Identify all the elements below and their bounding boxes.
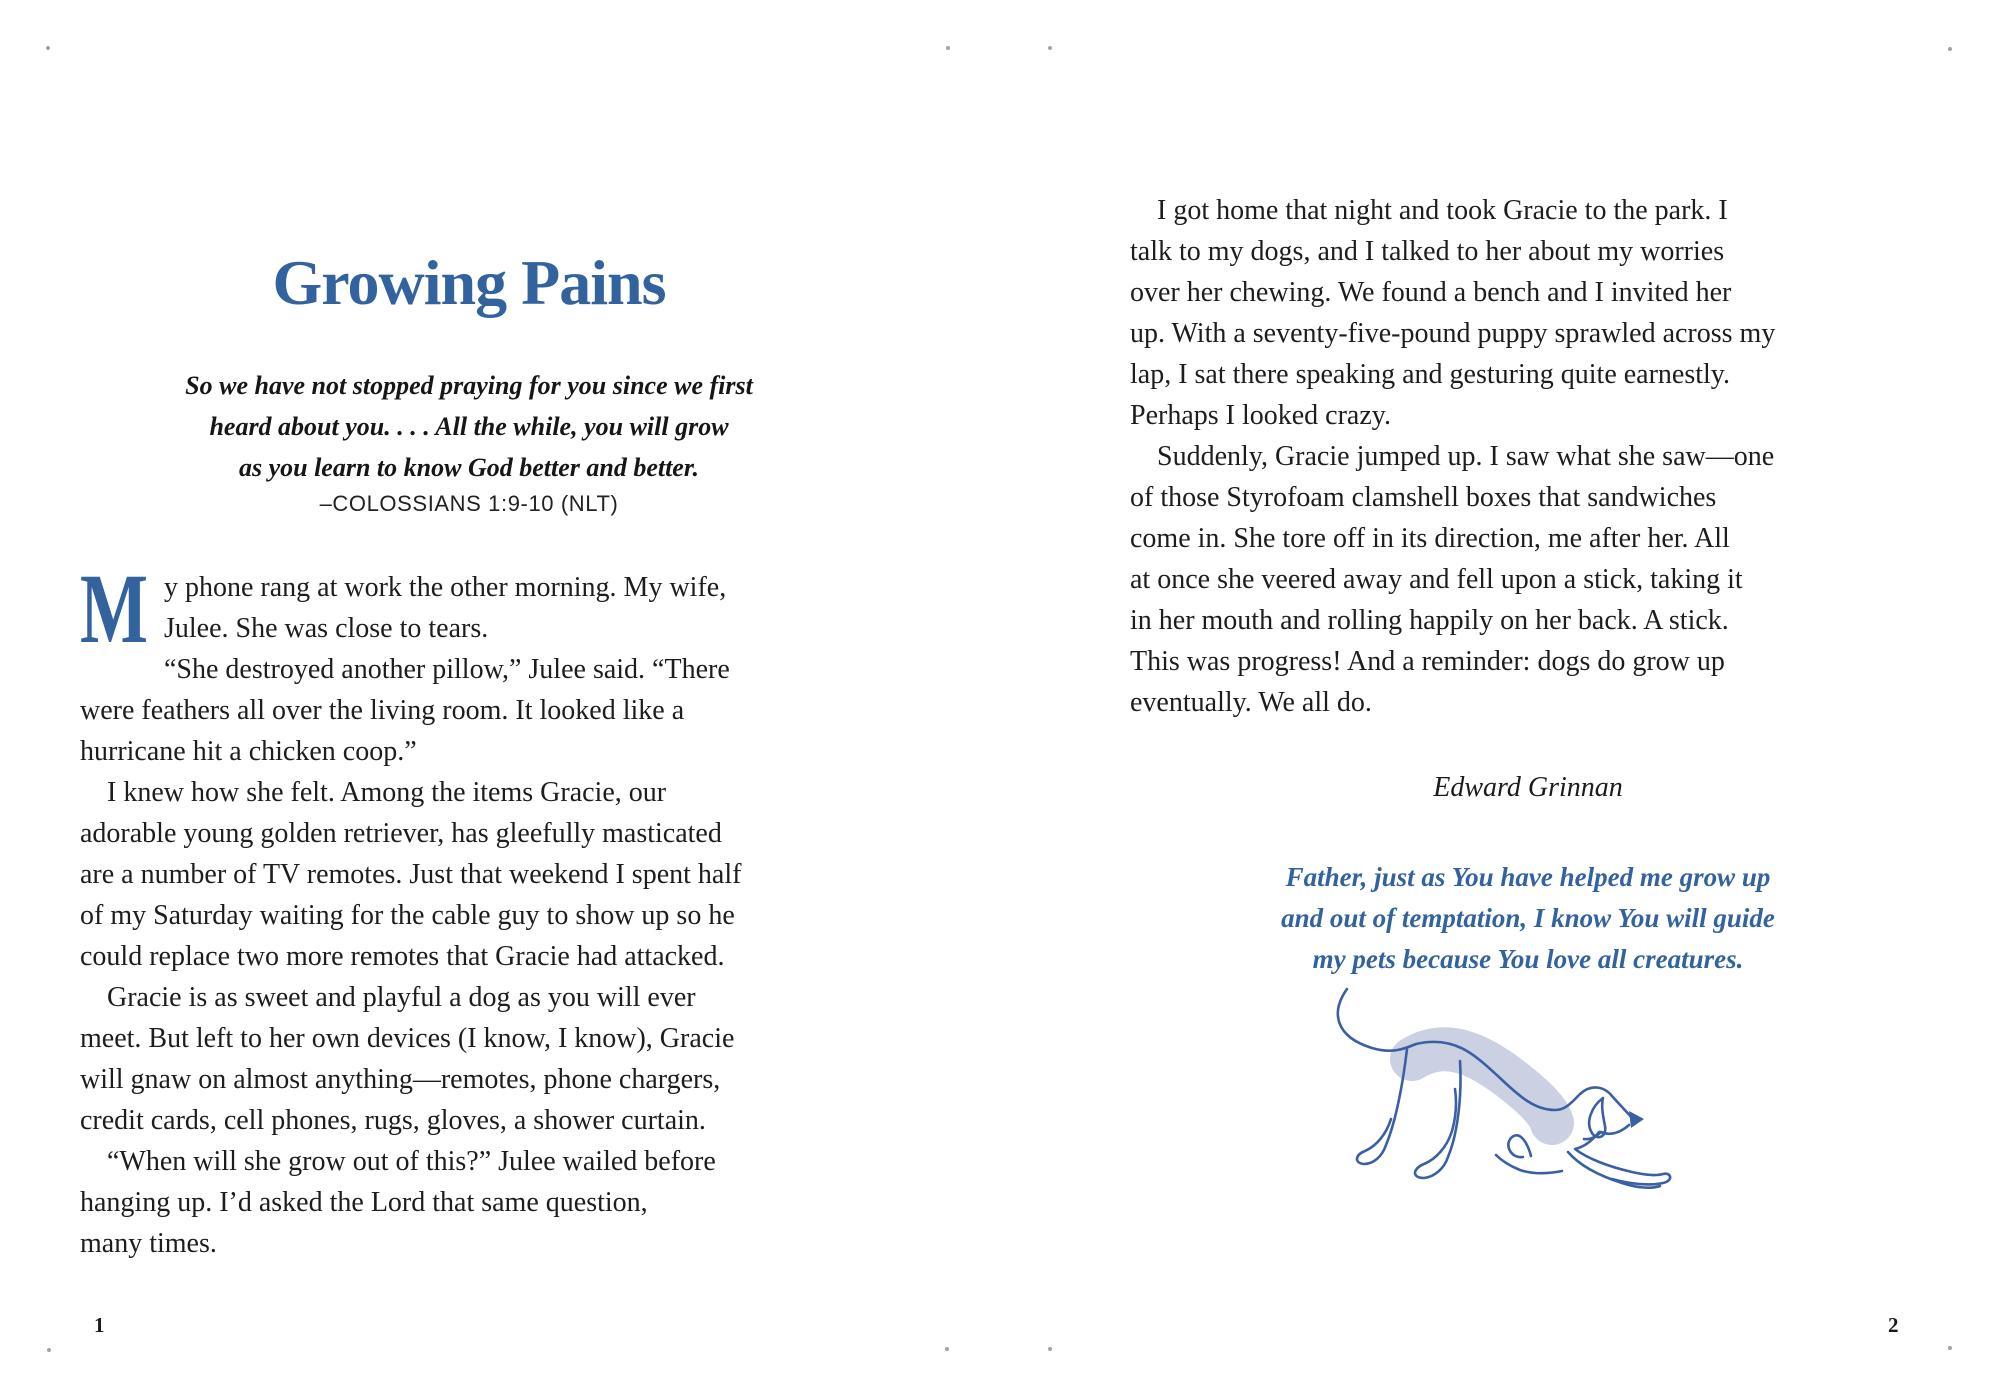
registration-dot xyxy=(1048,46,1052,50)
drop-cap: M xyxy=(80,553,148,664)
registration-dot xyxy=(46,46,50,50)
body-line: “She destroyed another pillow,” Julee said. “There xyxy=(164,654,730,685)
epigraph-attribution: –COLOSSIANS 1:9-10 (NLT) xyxy=(319,491,619,516)
body-line: “When will she grow out of this?” Julee wailed before xyxy=(107,1146,716,1177)
body-line: hanging up. I’d asked the Lord that same question, xyxy=(80,1187,648,1218)
body-line: hurricane hit a chicken coop.” xyxy=(80,736,417,767)
body-line: lap, I sat there speaking and gesturing quite earnestly. xyxy=(1130,359,1730,390)
epigraph xyxy=(60,365,878,488)
registration-dot xyxy=(1948,47,1952,51)
body-text-left xyxy=(80,553,858,1264)
dog-nose xyxy=(1629,1111,1644,1128)
registration-dot xyxy=(1948,1346,1952,1350)
body-line: credit cards, cell phones, rugs, gloves, a shower curtain. xyxy=(80,1105,706,1136)
page-number-left: 1 xyxy=(94,1313,105,1337)
registration-dot xyxy=(945,1347,949,1351)
registration-dot xyxy=(47,1348,51,1352)
body-line: I got home that night and took Gracie to the park. I xyxy=(1157,195,1728,226)
body-line: y phone rang at work the other morning. My wife, xyxy=(164,572,727,603)
body-line: This was progress! And a reminder: dogs do grow up xyxy=(1130,646,1725,677)
body-line: meet. But left to her own devices (I know, I know), Gracie xyxy=(80,1023,735,1054)
body-line: will gnaw on almost anything—remotes, phone chargers, xyxy=(80,1064,721,1095)
registration-dot xyxy=(1048,1347,1052,1351)
dog-illustration xyxy=(1300,975,1720,1230)
body-line: I knew how she felt. Among the items Gracie, our xyxy=(107,777,667,808)
body-line: many times. xyxy=(80,1228,217,1259)
body-line: talk to my dogs, and I talked to her about my worries xyxy=(1130,236,1725,267)
prayer-line: my pets because You love all creatures. xyxy=(1312,944,1744,974)
registration-dot xyxy=(946,46,950,50)
body-line: of those Styrofoam clamshell boxes that sandwiches xyxy=(1130,482,1717,513)
body-line: Perhaps I looked crazy. xyxy=(1130,400,1391,431)
chapter-title: Growing Pains xyxy=(272,247,666,318)
prayer xyxy=(1130,857,1926,980)
page-number-right: 2 xyxy=(1888,1313,1899,1337)
body-line: come in. She tore off in its direction, me after her. All xyxy=(1130,523,1730,554)
prayer-line: Father, just as You have helped me grow up xyxy=(1285,862,1771,892)
body-line: were feathers all over the living room. It looked like a xyxy=(80,695,685,726)
body-line: at once she veered away and fell upon a stick, taking it xyxy=(1130,564,1743,595)
body-line: eventually. We all do. xyxy=(1130,687,1372,718)
body-line: over her chewing. We found a bench and I invited her xyxy=(1130,277,1732,308)
body-line: up. With a seventy-five-pound puppy sprawled across my xyxy=(1130,318,1776,349)
epigraph-line: So we have not stopped praying for you since we first xyxy=(185,371,753,400)
dog-line-foreleg2 xyxy=(1568,1152,1660,1188)
body-line: are a number of TV remotes. Just that weekend I spent half xyxy=(80,859,742,890)
body-text-right xyxy=(1130,190,1926,723)
dog-line-ear xyxy=(1589,1098,1605,1137)
epigraph-line: as you learn to know God better and better. xyxy=(238,453,700,482)
body-line: in her mouth and rolling happily on her back. A stick. xyxy=(1130,605,1729,636)
body-line: Julee. She was close to tears. xyxy=(164,613,489,644)
body-line: of my Saturday waiting for the cable guy to show up so he xyxy=(80,900,735,931)
page-left xyxy=(80,0,858,1400)
dog-line-belly-loop xyxy=(1508,1135,1531,1157)
body-line: Gracie is as sweet and playful a dog as you will ever xyxy=(107,982,696,1013)
epigraph-line: heard about you. . . . All the while, you will grow xyxy=(209,412,729,441)
body-line: adorable young golden retriever, has gleefully masticated xyxy=(80,818,722,849)
dog-line-belly xyxy=(1496,1155,1562,1173)
author-byline: Edward Grinnan xyxy=(1433,772,1623,803)
body-line: could replace two more remotes that Gracie had attacked. xyxy=(80,941,725,972)
body-line: Suddenly, Gracie jumped up. I saw what she saw—one xyxy=(1157,441,1775,472)
prayer-line: and out of temptation, I know You will guide xyxy=(1281,903,1775,933)
